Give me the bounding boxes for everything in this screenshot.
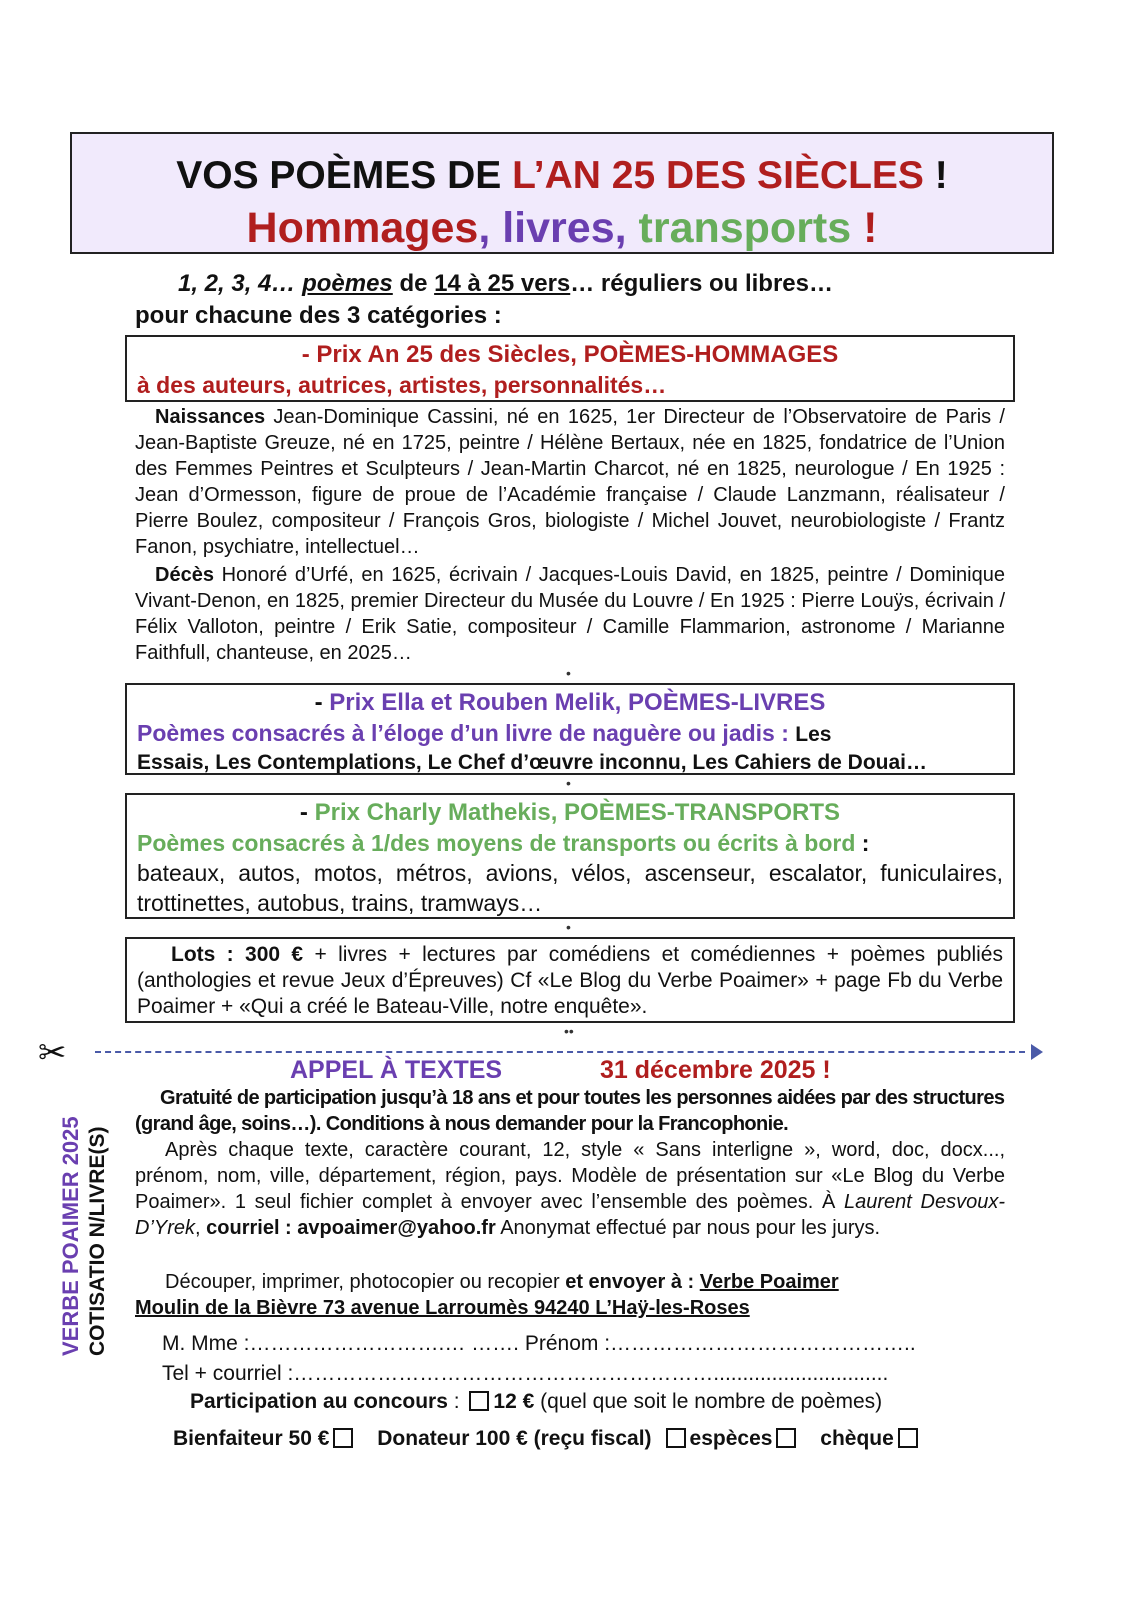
title-part-2: L’AN 25 DES SIÈCLES <box>512 154 924 197</box>
main-title <box>72 154 1052 198</box>
donation-line <box>173 1427 922 1451</box>
participation-amount: 12 € <box>493 1390 535 1413</box>
participation-note: (quel que soit le nombre de poèmes) <box>534 1390 883 1413</box>
cheque-label: chèque <box>820 1427 894 1450</box>
deadline: 31 décembre 2025 ! <box>600 1056 831 1084</box>
instructions-comma: , <box>195 1217 207 1239</box>
donateur-label: Donateur 100 € (reçu fiscal) <box>377 1427 652 1450</box>
category-livres-examples-b: Essais, Les Contemplations, Le Chef d’œuvre inconnu, Les Cahiers de Douai… <box>137 751 927 774</box>
intro-de: de <box>392 270 435 297</box>
category-transports-examples: bateaux, autos, motos, métros, avions, vélos, ascenseur, escalator, funiculaires, trottinettes, autobus, trains, tramways… <box>137 860 1003 916</box>
lots-label: Lots : 300 € <box>171 943 304 966</box>
category-livres-subtitle: Poèmes consacrés à l’éloge d’un livre de naguère ou jadis : <box>137 720 796 746</box>
subtitle-comma-2: , <box>614 204 639 252</box>
intro-line-2: pour chacune des 3 catégories : <box>135 302 502 329</box>
category-hommages-title: - Prix An 25 des Siècles, POÈMES-HOMMAGES <box>301 341 839 368</box>
instructions-courriel[interactable]: courriel : avpoaimer@yahoo.fr <box>206 1217 496 1239</box>
cheque-checkbox[interactable] <box>898 1428 918 1448</box>
title-part-3: ! <box>923 154 948 197</box>
naissances-text: Jean-Dominique Cassini, né en 1625, 1er Directeur de l’Observatoire de Paris / Jean-Baptiste Greuze, né en 1725, peintre / Hélène Bertaux, née en 1825, fondatrice de l’Union des Femmes Peintres et Sculpteurs / Jean-Martin Charcot, né en 1825, neurologue / En 1925 : Jean d’Ormesson, figure de proue de l’Académie française / Claude Lanzmann, réalisateur / Pierre Boulez, compositeur / François Gros, biologiste / Michel Jouvet, neurobiologiste / Frantz Fanon, psychiatre, intellectuel… <box>135 406 1005 558</box>
envoi-paragraph <box>135 1269 1005 1321</box>
bienfaiteur-label: Bienfaiteur 50 € <box>173 1427 330 1450</box>
deces-label: Décès <box>155 564 214 586</box>
intro <box>135 268 1015 332</box>
sidebar-vertical-cotisation: COTISATIO N/LIVRE(S) <box>86 1126 109 1356</box>
participation-colon: : <box>447 1390 466 1413</box>
category-transports-dash: - <box>299 799 315 826</box>
participation-checkbox[interactable] <box>469 1391 489 1411</box>
category-transports-colon: : <box>855 830 870 856</box>
category-livres-dash: - <box>314 689 330 716</box>
envoi-address-2: Moulin de la Bièvre 73 avenue Larroumès 94240 L’Haÿ-les-Roses <box>135 1297 750 1319</box>
subtitle-livres: livres <box>502 204 615 252</box>
bienfaiteur-checkbox[interactable] <box>333 1428 353 1448</box>
header-box <box>70 132 1054 254</box>
separator-dot: • <box>566 665 571 681</box>
lots-box <box>125 937 1015 1023</box>
instructions-text-1: Après chaque texte, caractère courant, 12, style « Sans interligne », word, doc, docx..., prénom, nom, ville, département, région, pays. Modèle de présentation sur «Le Blog du Verbe Poaimer». 1 seul fichier complet à envoyer avec l’ensemble des poèmes. À <box>135 1139 1005 1213</box>
sidebar-vertical-title: VERBE POAIMER 2025 <box>58 1116 83 1356</box>
appel-label: APPEL À TEXTES <box>290 1056 503 1084</box>
intro-line-1 <box>135 268 1015 300</box>
gratuite-paragraph <box>135 1085 1005 1137</box>
category-transports-box <box>125 793 1015 919</box>
subtitle-transports: transports <box>638 204 852 252</box>
scissors-icon: ✂ <box>38 1034 67 1072</box>
participation-label: Participation au concours <box>190 1390 448 1413</box>
envoi-bold: et envoyer à : <box>565 1271 700 1293</box>
participation-line <box>190 1390 882 1414</box>
category-hommages-box <box>125 335 1015 402</box>
category-transports-title-text: Prix Charly Mathekis, POÈMES-TRANSPORTS <box>314 799 841 826</box>
subtitle-hommages: Hommages <box>246 204 479 252</box>
separator-dot: • <box>566 919 571 935</box>
category-transports-subtitle: Poèmes consacrés à 1/des moyens de transports ou écrits à bord <box>137 830 856 856</box>
deces-paragraph <box>135 562 1005 666</box>
separator-double-dot: •• <box>564 1023 574 1039</box>
tel-field-line[interactable]: Tel + courriel :…………………………………………………….............................. <box>162 1362 889 1385</box>
subtitle-bang: ! <box>851 204 878 252</box>
naissances-label: Naissances <box>155 406 266 428</box>
subtitle-comma-1: , <box>478 204 503 252</box>
instructions-author: Laurent Desvoux-D’Yrek <box>135 1191 1005 1239</box>
intro-vers: 14 à 25 vers <box>434 270 571 297</box>
category-livres-title <box>137 688 1003 718</box>
instructions-paragraph <box>135 1137 1005 1241</box>
deces-text: Honoré d’Urfé, en 1625, écrivain / Jacques-Louis David, en 1825, peintre / Dominique Vivant-Denon, en 1825, premier Directeur du Musée du Louvre / En 1925 : Pierre Louÿs, écrivain / Félix Valloton, peintre / Erik Satie, compositeur / Camille Flammarion, astronome / Marianne Faithfull, chanteuse, en 2025… <box>135 564 1005 664</box>
category-transports-title <box>137 798 1003 828</box>
instructions-text-2: Anonymat effectué par nous pour les jurys. <box>495 1217 881 1239</box>
lots-text: + livres + lectures par comédiens et comédiennes + poèmes publiés (anthologies et revue Jeux d’Épreuves) Cf «Le Blog du Verbe Poaimer» + page Fb du Verbe Poaimer + «Qui a créé le Bateau-Ville, notre enquête». <box>137 943 1003 1018</box>
especes-label: espèces <box>689 1427 773 1450</box>
category-transports-subtitle-line <box>137 828 1003 858</box>
intro-numbers: 1, 2, 3, 4… <box>178 270 303 297</box>
category-livres-box <box>125 683 1015 775</box>
category-livres-subtitle-line <box>137 718 1003 750</box>
cut-line <box>95 1051 1025 1053</box>
arrow-right-icon <box>1031 1044 1043 1060</box>
name-field-line[interactable]: M. Mme :……………………….… ……. Prénom :…………………………………….. <box>162 1332 916 1355</box>
intro-poemes: poèmes <box>302 270 393 297</box>
subtitle <box>72 204 1052 253</box>
envoi-address-1: Verbe Poaimer <box>699 1271 839 1293</box>
naissances-paragraph <box>135 404 1005 560</box>
donateur-checkbox[interactable] <box>666 1428 686 1448</box>
envoi-text: Découper, imprimer, photocopier ou recopier <box>165 1271 566 1293</box>
category-livres-examples-a: Les <box>795 723 832 746</box>
especes-checkbox[interactable] <box>776 1428 796 1448</box>
title-part-1: VOS POÈMES DE <box>176 154 513 197</box>
category-hommages-subtitle: à des auteurs, autrices, artistes, personnalités… <box>137 372 667 398</box>
category-livres-title-text: Prix Ella et Rouben Melik, POÈMES-LIVRES <box>329 689 826 716</box>
gratuite-text: Gratuité de participation jusqu’à 18 ans et pour toutes les personnes aidées par des structures (grand âge, soins…). Conditions à nous demander pour la Francophonie. <box>135 1087 1005 1135</box>
separator-dot: • <box>566 775 571 791</box>
intro-rest: … réguliers ou libres… <box>570 270 833 297</box>
